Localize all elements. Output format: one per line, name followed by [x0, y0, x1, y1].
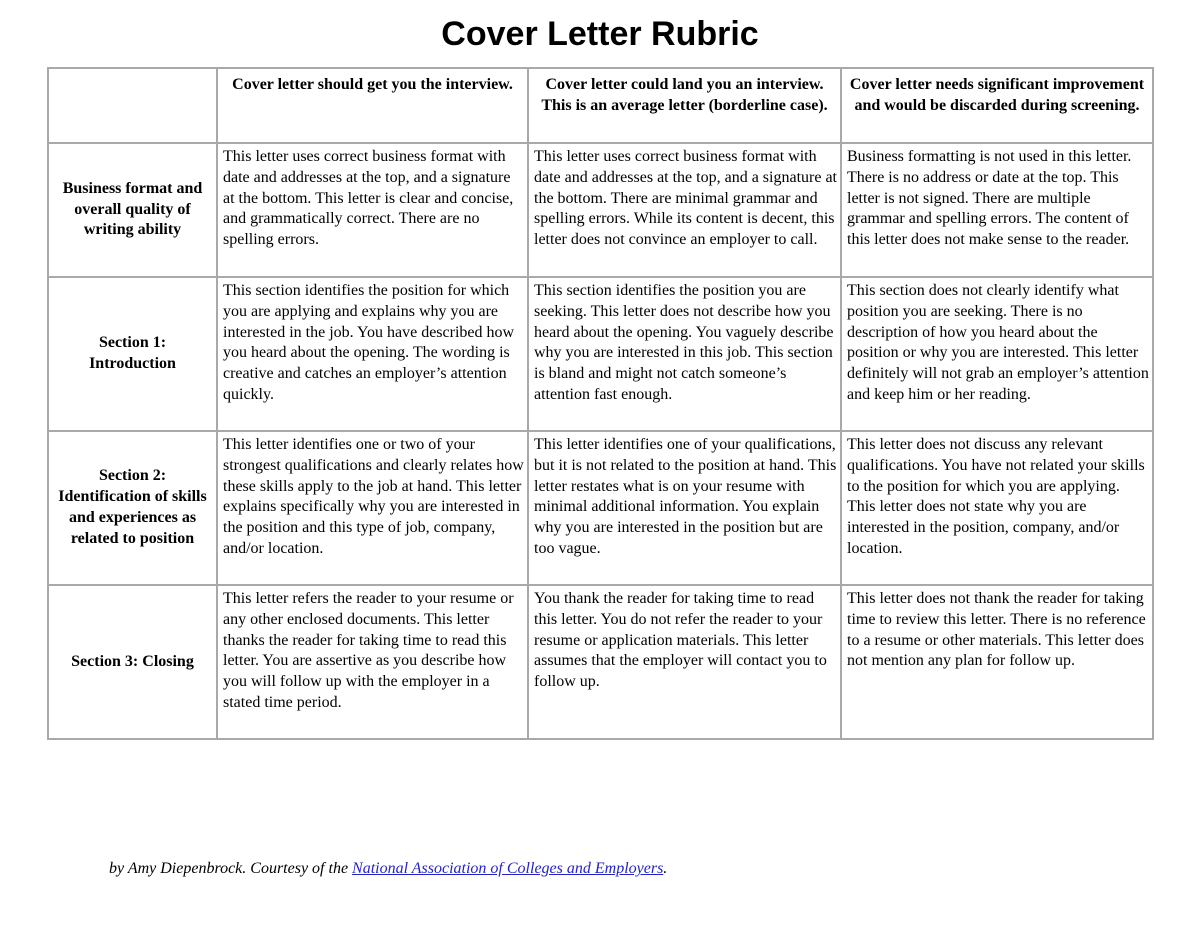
row-label-business-format: Business format and overall quality of writing ability: [49, 144, 218, 278]
table-cell: This section does not clearly identify what position you are seeking. There is no description of how you heard about the position or why you are interested. This letter definitely will not grab an employer’s attention and keep him or her reading.: [842, 278, 1154, 432]
footer-prefix: by Amy Diepenbrock. Courtesy of the: [109, 860, 353, 877]
table-cell: You thank the reader for taking time to read this letter. You do not refer the reader to your resume or application materials. This letter assumes that the employer will contact you to follow up.: [529, 586, 842, 740]
column-header-weak: Cover letter needs significant improvement and would be discarded during screening.: [842, 69, 1154, 144]
table-row: [49, 278, 1154, 432]
header-row: [49, 69, 1154, 144]
row-label-skills: Section 2: Identification of skills and experiences as related to position: [49, 432, 218, 586]
corner-cell: [49, 69, 218, 144]
table-row: [49, 144, 1154, 278]
table-cell: This section identifies the position for which you are applying and explains why you are interested in the job. You have described how you heard about the opening. The wording is creative and catches an employer’s attention quickly.: [218, 278, 529, 432]
rubric-table: [47, 67, 1154, 740]
table-cell: This letter refers the reader to your resume or any other enclosed documents. This letter thanks the reader for taking time to read this letter. You are assertive as you describe how you will follow up with the employer in a stated time period.: [218, 586, 529, 740]
row-label-introduction: Section 1: Introduction: [49, 278, 218, 432]
table-cell: This letter does not discuss any relevant qualifications. You have not related your skills to the position for which you are applying. This letter does not state why you are interested in the position, company, and/or location.: [842, 432, 1154, 586]
column-header-average: Cover letter could land you an interview. This is an average letter (borderline case).: [529, 69, 842, 144]
table-cell: This section identifies the position you are seeking. This letter does not describe how you heard about the opening. You vaguely describe why you are interested in this job. This section is bland and might not catch someone’s attention fast enough.: [529, 278, 842, 432]
table-cell: This letter identifies one or two of your strongest qualifications and clearly relates how these skills apply to the job at hand. This letter explains specifically why you are interested in the position and this type of job, company, and/or location.: [218, 432, 529, 586]
footer-suffix: .: [663, 860, 668, 877]
table-cell: This letter identifies one of your qualifications, but it is not related to the position at hand. This letter restates what is on your resume with minimal additional information. You explain why you are interested in the position but are too vague.: [529, 432, 842, 586]
table-row: [49, 432, 1154, 586]
nace-link[interactable]: National Association of Colleges and Employers: [352, 860, 664, 877]
page-title: Cover Letter Rubric: [441, 15, 759, 53]
table-cell: This letter uses correct business format with date and addresses at the top, and a signature at the bottom. This letter is clear and concise, and grammatically correct. There are no spelling errors.: [218, 144, 529, 278]
table-cell: Business formatting is not used in this letter. There is no address or date at the top. This letter is not signed. There are multiple grammar and spelling errors. The content of this letter does not make sense to the reader.: [842, 144, 1154, 278]
row-label-closing: Section 3: Closing: [49, 586, 218, 740]
table-row: [49, 586, 1154, 740]
table-cell: This letter uses correct business format with date and addresses at the top, and a signature at the bottom. There are minimal grammar and spelling errors. While its content is decent, this letter does not convince an employer to call.: [529, 144, 842, 278]
column-header-strong: Cover letter should get you the interview.: [218, 69, 529, 144]
footer-credit: [109, 859, 667, 879]
table-cell: This letter does not thank the reader for taking time to review this letter. There is no reference to a resume or other materials. This letter does not mention any plan for follow up.: [842, 586, 1154, 740]
